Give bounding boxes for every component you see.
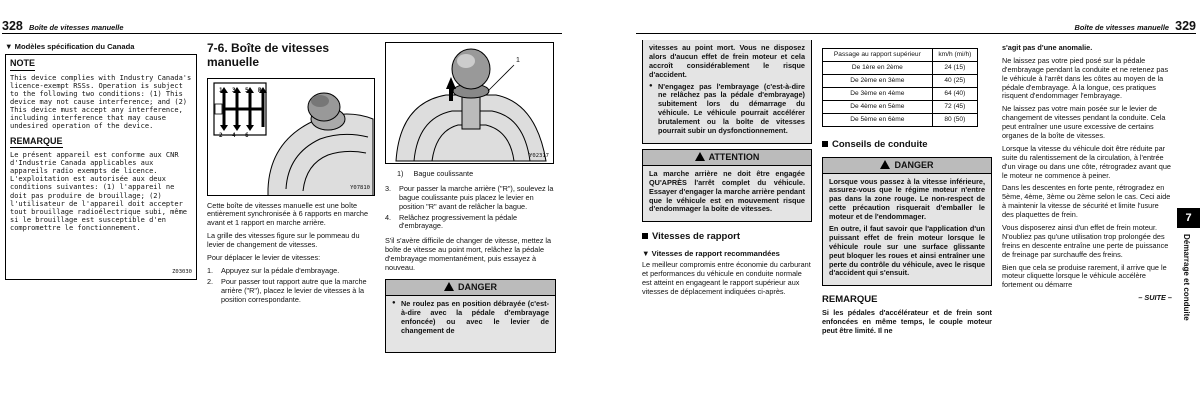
- right-column-2: [822, 48, 992, 340]
- attention-header: ATTENTION: [643, 150, 811, 166]
- remarque-text-right: Si les pédales d'accélérateur et de frein sont enfoncées en même temps, le couple moteur peut être limité. Il ne: [822, 307, 992, 335]
- danger-box-continued: [642, 40, 812, 144]
- table-header-cell: km/h (mi/h): [932, 49, 977, 62]
- square-bullet-icon: [642, 233, 648, 239]
- danger-para-1: Lorsque vous passez à la vitesse inférieure, assurez-vous que le régime moteur n'entre pas dans la zone rouge. Le non-respect de cette précaution risquerait d'emballer le moteur et de l'endommager.: [829, 176, 985, 222]
- danger-header: DANGER: [386, 280, 555, 296]
- square-bullet-icon: [822, 141, 828, 147]
- triangle-down-icon: ▼: [5, 42, 13, 51]
- step-item: 2. Pour passer tout rapport autre que la marche arrière ("R"), placez le levier de vitesses à la position correspondante.: [207, 276, 367, 304]
- sliding-ring-figure: [385, 42, 554, 164]
- para-hand-lever: Ne laissez pas votre main posée sur le levier de changement de vitesses pendant la conduite. Cela peut entraîner une usure excessive de certains organes de la boîte de vitesses.: [1002, 104, 1166, 141]
- remarque-text: Le présent appareil est conforme aux CNR d'Industrie Canada applicables aux appareils radio exempts de licence. L'exploitation est autorisée aux deux conditions suivantes: (1) l'appareil ne doit pas produire de brouillage; (2) l'utilisateur de l'appareil doit accepter tout brouillage radioélectrique subi, même si le brouillage est susceptible d'en compromettre le fonctionnement.: [10, 151, 188, 232]
- sliding-ring-illustration: [386, 43, 554, 164]
- left-page-number: 328: [2, 19, 23, 33]
- danger-box-left: [385, 279, 556, 354]
- remarque-continued: s'agit pas d'une anomalie.: [1002, 43, 1093, 52]
- para-downshift: Lorsque la vitesse du véhicule doit être réduite par suite du ralentissement de la circulation, à l'entrée d'un virage ou dans une côte, rétrogradez avant que le moteur ne commence à peiner.: [1002, 143, 1171, 180]
- triangle-down-icon: ▼: [642, 248, 650, 258]
- table-row: De 2ème en 3ème 40 (25): [823, 75, 978, 88]
- step-item: 4. Relâchez progressivement la pédale d'embrayage.: [385, 212, 518, 231]
- canada-heading: ▼ Modèles spécification du Canada: [5, 42, 135, 51]
- para-knock: Bien que cela se produise rarement, il arrive que le moteur cliquette lorsque le véhicule accélère fortement ou démarre: [1002, 262, 1167, 290]
- para-how-to: Pour déplacer le levier de vitesses:: [207, 253, 321, 263]
- figure-caption: 1) Bague coulissante: [397, 169, 474, 178]
- table-row: De 1ère en 2ème 24 (15): [823, 62, 978, 75]
- note-text: This device complies with Industry Canada's licence-exempt RSSs. Operation is subject to the following two conditions: (1) This device may not cause interference; and (2) This device must accept any interference, including interference that may cause undesired operation of the device.: [10, 73, 192, 130]
- right-column-1: [642, 40, 812, 301]
- table-row: De 5ème en 6ème 80 (50): [823, 114, 978, 127]
- warning-triangle-icon: [444, 282, 454, 291]
- note-figure-area: [10, 234, 192, 276]
- left-column-1: [5, 42, 197, 280]
- chapter-tab-number: 7: [1177, 208, 1200, 228]
- danger-header: DANGER: [823, 158, 991, 174]
- step-item: 1. Appuyez sur la pédale d'embrayage.: [207, 265, 340, 275]
- note-figure-code: Z03030: [172, 269, 192, 276]
- para-intro: Cette boîte de vitesses manuelle est une boîte entièrement synchronisée à 6 rapports en marche avant et 1 rapport en marche arrière.: [207, 200, 369, 228]
- steps-list-2: [385, 185, 556, 231]
- para-difficulty: S'il s'avère difficile de changer de vitesse, mettez la boîte de vitesse au point mort, relâchez la pédale d'embrayage momentanément, puis essayez à nouveau.: [385, 236, 552, 273]
- remarque-title: REMARQUE: [10, 136, 63, 148]
- section-title: 7-6. Boîte de vitesses manuelle: [207, 41, 330, 69]
- danger-body-continued: [643, 40, 811, 143]
- right-page-number: 329: [1175, 19, 1196, 33]
- callout-number: 1: [516, 57, 520, 64]
- vitesses-heading: Vitesses de rapport: [642, 231, 812, 243]
- suite-label: – SUITE –: [1138, 293, 1172, 303]
- warning-triangle-icon: [695, 152, 705, 161]
- left-header: [2, 0, 562, 34]
- shift-pattern-figure: 1 3 5 R 2 4 6 Y07810: [207, 78, 375, 196]
- right-column-3: [1002, 44, 1172, 303]
- remarque-heading: REMARQUE: [822, 294, 878, 306]
- table-row: De 3ème en 4ème 64 (40): [823, 88, 978, 101]
- note-title: NOTE: [10, 58, 35, 70]
- attention-box: [642, 149, 812, 222]
- para-descents: Dans les descentes en forte pente, rétrogradez en 5ème, 4ème, 3ème ou 2ème selon le cas. Ceci aide à maintenir la vitesse de sécurité et limite l'usure des plaquettes de frein.: [1002, 183, 1171, 220]
- steps-list-1: [207, 267, 377, 305]
- note-box: [5, 54, 197, 279]
- danger-continued-text: vitesses au point mort. Vous ne disposez alors d'aucun effet de frein moteur et cela accroît considérablement le risque d'accident.: [649, 43, 805, 79]
- danger-bullet: ● Ne roulez pas en position débrayée (c'est-à-dire avec la pédale d'embrayage enfoncée) ou avec le levier de changement de: [392, 300, 549, 336]
- ring-figure-code: Y02317: [529, 153, 549, 160]
- para-clutch: Ne laissez pas votre pied posé sur la pédale d'embrayage pendant la conduite et ne retenez pas le véhicule à l'arrêt dans les côtes au moyen de la pédale d'embrayage. À la longue, ces pratiques risquent d'endommager l'embrayage.: [1002, 55, 1169, 101]
- left-column-2: [207, 42, 377, 307]
- attention-text: La marche arrière ne doit être engagée QU'APRÈS l'arrêt complet du véhicule. Essayer d'engager la marche arrière pendant que le véhicule est en mouvement risque d'endommager la boîte de vitesses.: [649, 168, 805, 214]
- para-shift-pattern: La grille des vitesses figure sur le pommeau du levier de changement de vitesses.: [207, 231, 360, 250]
- table-row: De 4ème en 5ème 72 (45): [823, 101, 978, 114]
- step-item: 3. Pour passer la marche arrière ("R"), soulevez la bague coulissante puis placez le levier en position "R" avant de relâcher la bague.: [385, 183, 554, 211]
- right-page-title: Boîte de vitesses manuelle: [1074, 23, 1169, 32]
- right-header: [636, 0, 1196, 34]
- table-header-cell: Passage au rapport supérieur: [823, 49, 933, 62]
- shift-speed-table: [822, 48, 978, 127]
- conseils-heading: Conseils de conduite: [822, 139, 992, 151]
- para-engine-brake: Vous disposerez ainsi d'un effet de frein moteur. N'oubliez pas qu'une utilisation trop prolongée des freins en descente entraîne une perte de puissance de freinage par surchauffe des freins.: [1002, 223, 1169, 259]
- table-header-row: [823, 49, 978, 62]
- warning-triangle-icon: [880, 160, 890, 169]
- danger-para-2: En outre, il faut savoir que l'application d'un puissant effet de frein moteur lorsque le véhicule roule sur une surface glissante peut bloquer les roues et ainsi entraîner une perte du contrôle du véhicule, avec le risque d'accident qui s'ensuit.: [829, 224, 985, 278]
- para-compromise: Le meilleur compromis entre économie du carburant et performances du véhicule en conduite normale est atteint en engageant le rapport supérieur aux vitesses de déplacement indiquées ci-après.: [642, 260, 811, 296]
- right-page: [630, 0, 1200, 402]
- shift-figure-code: Y07810: [350, 184, 370, 191]
- recommended-subheading: ▼ Vitesses de rapport recommandées: [642, 248, 780, 258]
- danger-bullet-2: ● N'engagez pas l'embrayage (c'est-à-dire ne relâchez pas la pédale d'embrayage) subitement lors du démarrage du véhicule. Le véhicule pourrait accélérer brutalement ou la boîte de vitesses pourrait subir un dysfonctionnement.: [649, 83, 805, 136]
- left-column-3: [385, 42, 556, 353]
- danger-body: [823, 174, 991, 286]
- chapter-tab: [1177, 234, 1200, 364]
- left-page: [0, 0, 566, 402]
- attention-body: [643, 166, 811, 221]
- danger-body: [386, 296, 555, 353]
- chapter-tab-text: Démarrage et conduite: [1181, 234, 1191, 321]
- danger-box-right: [822, 157, 992, 287]
- left-page-title: Boîte de vitesses manuelle: [29, 23, 124, 32]
